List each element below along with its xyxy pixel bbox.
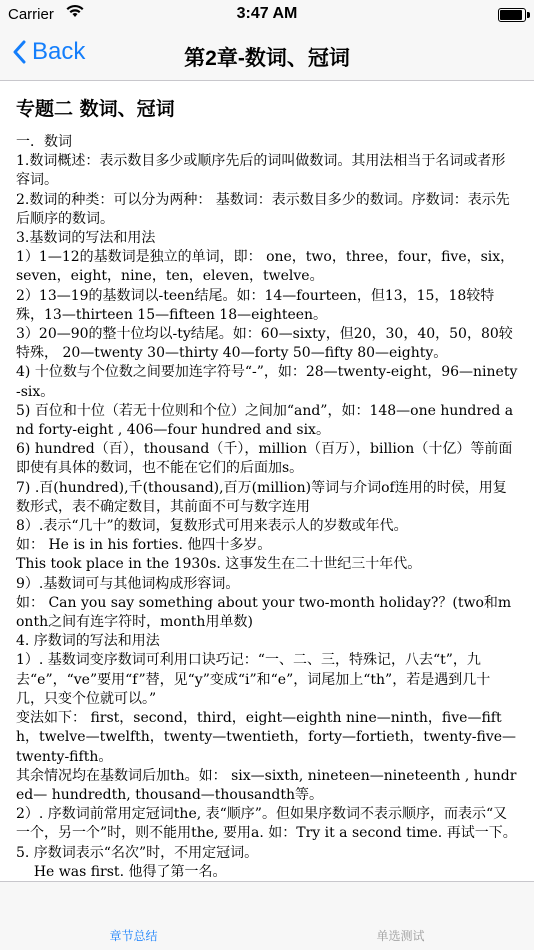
article-content[interactable] <box>16 94 518 880</box>
paragraph: 5) 百位和十位（若无十位则和个位）之间加“and”，如：148—one hundred and forty-eight , 406—four hundred and six。 <box>16 402 514 439</box>
paragraph: This took place in the 1930s. 这事发生在二十世纪三十年代。 <box>16 556 422 573</box>
article-heading: 专题二 数词、冠词 <box>16 98 175 120</box>
paragraph: 5. 序数词表示“名次”时，不用定冠词。 <box>16 844 259 861</box>
paragraph: He was first. 他得了第一名。 <box>16 863 227 880</box>
paragraph: 3）20—90的整十位均以-ty结尾。如：60—sixty，但20，30，40，50，80较特殊， 20—twenty 30—thirty 40—forty 50—fifty 80—eighty。 <box>16 326 513 362</box>
paragraph: 4) 十位数与个位数之间要加连字符号“-”，如：28—twenty-eight，96—ninety-six。 <box>16 364 518 400</box>
tab-chapter-summary[interactable] <box>0 882 267 950</box>
carrier-label: Carrier <box>8 6 54 23</box>
navigation-bar <box>0 30 534 81</box>
tab-label: 章节总结 <box>109 929 158 943</box>
paragraph: 2.数词的种类：可以分为两种： 基数词：表示数目多少的数词。序数词：表示先后顺序的数词。 <box>16 191 510 227</box>
paragraph: 2）. 序数词前常用定冠词the, 表“顺序”。但如果序数词不表示顺序，而表示“又一个，另一个”时，则不能用the, 要用a. 如：Try it a second time. 再试一下。 <box>16 806 517 842</box>
paragraph: 其余情况均在基数词后加th。如： six—sixth, nineteen—nineteenth , hundred— hundredth, thousand—thousandth等。 <box>16 767 517 803</box>
tab-single-choice-test[interactable] <box>267 882 534 950</box>
paragraph: 7) .百(hundred),千(thousand),百万(million)等词与介词of连用的时侯，用复数形式，表不确定数目，其前面不可与数字连用 <box>16 479 507 515</box>
paragraph: 6) hundred（百），thousand（千），million（百万），billion（十亿）等前面即使有具体的数词，也不能在它们的后面加s。 <box>16 441 513 477</box>
status-time: 3:47 AM <box>236 5 298 22</box>
paragraph: 一．数词 <box>16 134 72 150</box>
paragraph: 4. 序数词的写法和用法 <box>16 633 160 650</box>
battery-icon <box>498 8 526 22</box>
paragraph: 2）13—19的基数词以-teen结尾。如：14—fourteen，但13，15，18较特殊，13—thirteen 15—fifteen 18—eighteen。 <box>16 287 495 323</box>
paragraph: 变法如下： first，second，third，eight—eighth nine—ninth，five—fifth，twelve—twelfth，twenty—twentieth，forty—fortieth，twenty-five—twenty-fifth。 <box>16 710 517 765</box>
paragraph: 9）.基数词可与其他词构成形容词。 <box>16 575 240 592</box>
status-bar <box>0 0 534 30</box>
paragraph: 如： He is in his forties. 他四十多岁。 <box>16 537 272 554</box>
paragraph: 3.基数词的写法和用法 <box>16 230 156 247</box>
paragraph: 1.数词概述：表示数目多少或顺序先后的词叫做数词。其用法相当于名词或者形容词。 <box>16 153 506 189</box>
paragraph: 1）. 基数词变序数词可利用口诀巧记：“一、二、三，特殊记，八去“t”，九去“e”，“ve”要用“f”替，见“y”变成“i”和“e”，词尾加上“th”，若是遇到几十几，只变个位就可以。” <box>16 652 491 707</box>
page-title: 第2章-数词、冠词 <box>184 47 350 70</box>
tab-label: 单选测试 <box>376 929 425 943</box>
paragraph: 如： Can you say something about your two-month holiday?？(two和month之间有连字符时，month用单数) <box>16 594 512 631</box>
article-body <box>16 133 518 880</box>
paragraph: 1）1—12的基数词是独立的单词，即： one，two，three，four，five，six，seven，eight，nine，ten，eleven，twelve。 <box>16 249 515 285</box>
back-label: Back <box>32 38 86 65</box>
paragraph: 8）.表示“几十”的数词，复数形式可用来表示人的岁数或年代。 <box>16 518 408 535</box>
tab-bar <box>0 881 534 950</box>
